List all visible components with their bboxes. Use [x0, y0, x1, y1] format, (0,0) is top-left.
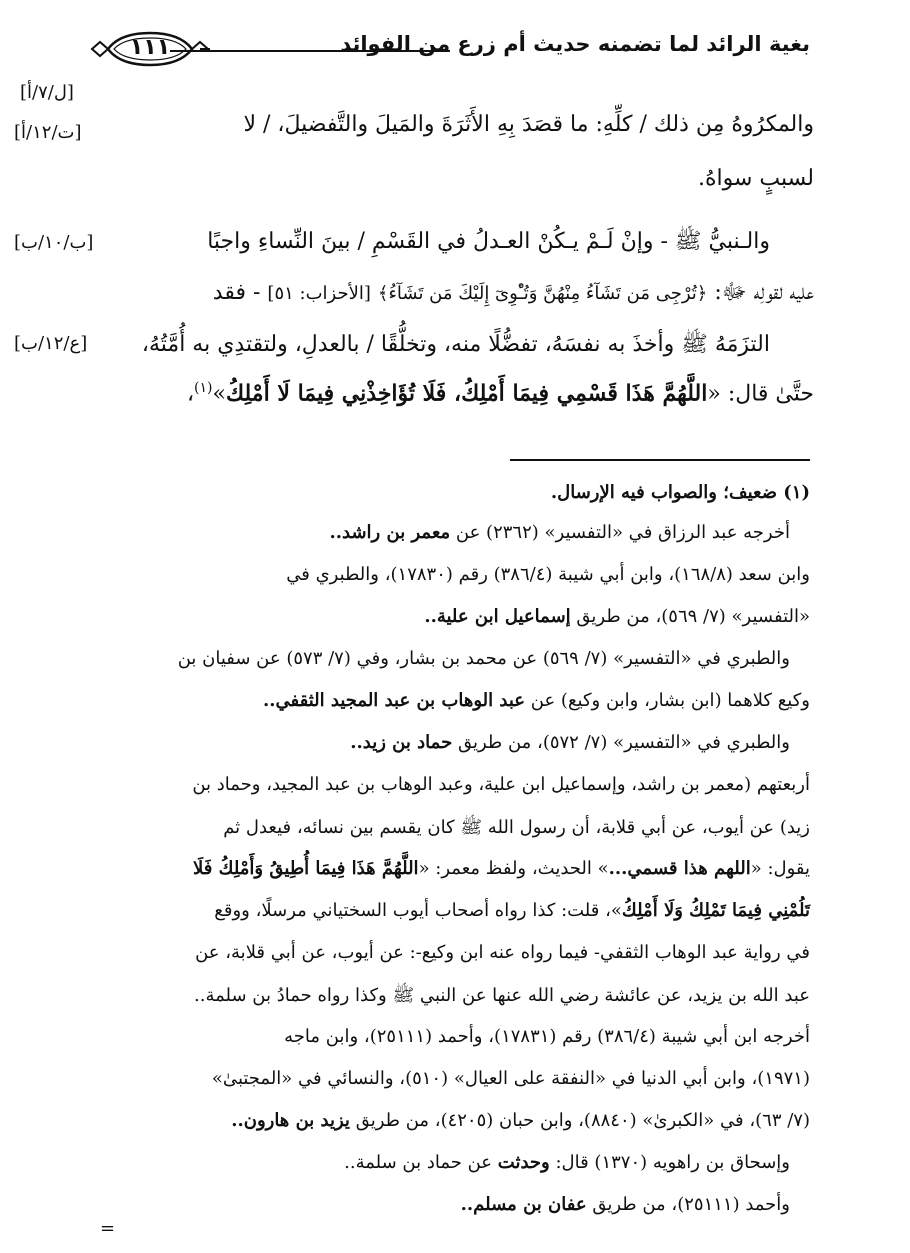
quran-verse: ﴿تُرْجِى مَن تَشَآءُ مِنْهُنَّ وَتُـْٔوِىٓ إِلَيْكَ مَن تَشَآءُ﴾ — [377, 283, 708, 304]
page-number: ١١١ — [129, 35, 171, 60]
body-text: حتَّىٰ قال: « — [707, 381, 814, 407]
footnote-line — [231, 1110, 810, 1131]
footnote-line — [329, 522, 790, 543]
footnote-line — [263, 690, 810, 711]
footnote-text: أخرجه عبد الرزاق في «التفسير» (٢٣٦٢) عن — [455, 522, 790, 543]
running-title: بغية الرائد لما تضمنه حديث أم زرع من الفوائد — [340, 32, 810, 56]
footnote-text: وإسحاق بن راهويه (١٣٧٠) قال: — [555, 1152, 790, 1173]
footnote-quote: اللهم هذا قسمي... — [608, 858, 751, 879]
continuation-mark: = — [100, 1218, 116, 1239]
body-line: لسببٍ سواهُ. — [698, 166, 814, 191]
manuscript-ref: [ت/١٢/أ] — [14, 122, 82, 143]
footnote-separator — [510, 459, 810, 461]
footnote-text: وكيع كلاهما (ابن بشار، وابن وكيع) عن — [530, 690, 810, 711]
footnote-line — [193, 858, 810, 879]
body-text: » — [212, 381, 226, 407]
body-line: والـنبيُّ ﷺ - وإنْ لَـمْ يـكُنْ العـدلُ في القَسْمِ / بينَ النِّساءِ واجبًا — [207, 229, 770, 254]
footnote-quote: تَلُمْنِي فِيمَا تَمْلِكُ وَلَا أَمْلِكُ — [621, 900, 810, 921]
manuscript-ref: [ب/١٠/ب] — [14, 232, 94, 253]
footnote-line: وابن سعد (١٦٨/٨)، وابن أبي شيبة (٣٨٦/٤) رقم (١٧٨٣٠)، والطبري في — [286, 564, 810, 585]
footnote-line — [214, 900, 810, 921]
footnote-line — [344, 1152, 790, 1173]
footnote-emphasis: وحدثت — [497, 1152, 550, 1173]
footnote-line: عبد الله بن يزيد، عن عائشة رضي الله عنها عن النبي ﷺ وكذا رواه حمادُ بن سلمة.. — [194, 985, 810, 1006]
footnote-text: والطبري في «التفسير» (٧/ ٥٧٢)، من طريق — [457, 732, 790, 753]
footnote-text: » الحديث، ولفظ معمر: « — [418, 858, 609, 879]
body-line: التزَمَهُ ﷺ وأخذَ به نفسَهُ، تفضُّلًا منه، وتخلُّقًا / بالعدلِ، ولتقتدِي به أُمَّتُهُ، — [141, 332, 770, 357]
body-text: - فقد — [212, 280, 261, 305]
page-number-ornament — [90, 30, 210, 68]
footnote-narrator: يزيد بن هارون.. — [231, 1110, 350, 1131]
footnote-text: يقول: « — [750, 858, 810, 879]
footnote-line: أربعتهم (معمر بن راشد، وإسماعيل ابن علية، وعبد الوهاب بن عبد المجيد، وحماد بن — [192, 774, 810, 795]
footnote-narrator: عبد الوهاب بن عبد المجيد الثقفي.. — [262, 690, 526, 711]
footnote-line: في رواية عبد الوهاب الثقفي- فيما رواه عنه ابن وكيع-: عن أيوب، عن أبي قلابة، عن — [195, 942, 810, 963]
manuscript-ref: [ع/١٢/ب] — [14, 333, 88, 354]
footnote-line: والطبري في «التفسير» (٧/ ٥٦٩) عن محمد بن بشار، وفي (٧/ ٥٧٣) عن سفيان بن — [177, 648, 790, 669]
manuscript-ref: [ل/٧/أ] — [20, 82, 74, 103]
body-text: عليه لقولِه ﷻ: — [714, 280, 814, 305]
body-line — [213, 278, 814, 310]
footnote-line: (١) ضعيف؛ والصواب فيه الإرسال. — [550, 482, 810, 503]
footnote-text: »، قلت: كذا رواه أصحاب أيوب السختياني مرسلًا، ووقع — [214, 900, 622, 921]
footnote-line: أخرجه ابن أبي شيبة (٣٨٦/٤) رقم (١٧٨٣١)، وأحمد (٢٥١١١)، وابن ماجه — [284, 1026, 810, 1047]
page-header — [90, 28, 810, 72]
footnote-narrator: معمر بن راشد.. — [329, 522, 451, 543]
footnote-text: (٧/ ٦٣)، في «الكبرىٰ» (٨٨٤٠)، وابن حبان (٤٢٠٥)، من طريق — [355, 1110, 810, 1131]
footnote-line — [461, 1194, 790, 1215]
footnote-narrator: إسماعيل ابن علية.. — [424, 606, 571, 627]
body-line: والمكرُوهُ مِن ذلك / كلِّهِ: ما قصَدَ بِهِ الأَثَرَةَ والمَيلَ والتَّفضيلَ، / لا — [243, 112, 814, 137]
footnote-narrator: حماد بن زيد.. — [350, 732, 453, 753]
body-line — [187, 380, 814, 406]
hadith-quote: اللَّهُمَّ هَذَا قَسْمِي فِيمَا أَمْلِكُ، فَلَا تُؤَاخِذْنِي فِيمَا لَا أَمْلِكُ — [225, 380, 708, 407]
footnote-marker: (١) — [194, 380, 213, 396]
footnote-text: «التفسير» (٧/ ٥٦٩)، من طريق — [576, 606, 810, 627]
footnote-line: (١٩٧١)، وابن أبي الدنيا في «النفقة على العيال» (٥١٠)، والنسائي في «المجتبىٰ» — [211, 1068, 810, 1089]
footnote-line — [424, 606, 810, 627]
footnote-line — [350, 732, 790, 753]
footnote-text: عن حماد بن سلمة.. — [344, 1152, 493, 1173]
footnote-quote: اللَّهُمَّ هَذَا فِيمَا أُطِيقُ وَأَمْلِكُ فَلَا — [193, 858, 419, 879]
footnote-line: زيد) عن أيوب، عن أبي قلابة، أن رسول الله ﷺ كان يقسم بين نسائه، فيعدل ثم — [223, 817, 810, 838]
footnote-narrator: عفان بن مسلم.. — [460, 1194, 587, 1215]
header-rule — [170, 50, 450, 52]
verse-reference: [الأحزاب: ٥١] — [267, 283, 371, 304]
body-text: ، — [186, 381, 195, 407]
footnote-text: وأحمد (٢٥١١١)، من طريق — [592, 1194, 790, 1215]
